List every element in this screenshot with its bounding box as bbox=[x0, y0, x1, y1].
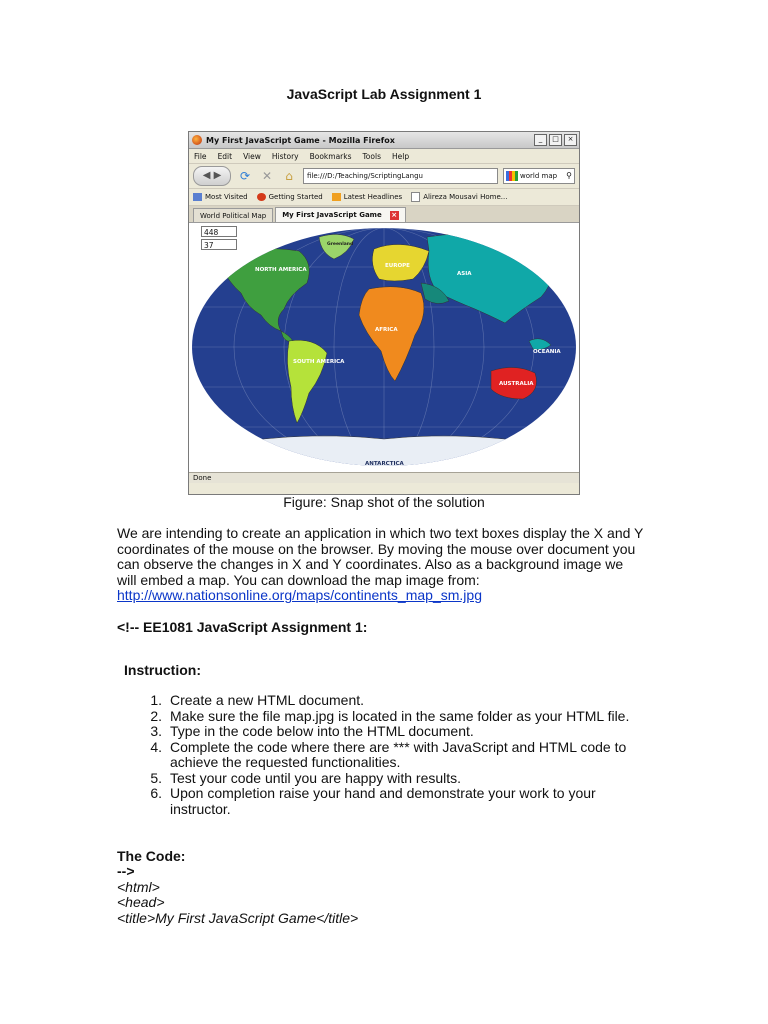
intro-line: will embed a map. You can download the map image from: bbox=[117, 571, 480, 588]
menu-edit[interactable]: Edit bbox=[217, 151, 233, 161]
menu-view[interactable]: View bbox=[243, 151, 261, 161]
page-icon bbox=[411, 192, 420, 202]
label-south-america: SOUTH AMERICA bbox=[293, 359, 345, 365]
label-oceania: OCEANIA bbox=[533, 349, 561, 355]
back-forward-icon[interactable]: ◀ ▶ bbox=[193, 166, 231, 186]
list-item: 1. Create a new HTML document. bbox=[150, 692, 365, 708]
label-asia: ASIA bbox=[457, 271, 472, 277]
menu-bookmarks[interactable]: Bookmarks bbox=[309, 151, 352, 161]
url-bar[interactable]: file:///D:/Teaching/ScriptingLangu bbox=[303, 168, 498, 184]
list-item: 4. Complete the code where there are *** with JavaScript and HTML code to achieve the requested functionalities. bbox=[150, 738, 627, 770]
code-heading: The Code: bbox=[117, 848, 186, 864]
list-item: 3. Type in the code below into the HTML document. bbox=[150, 723, 474, 739]
page-content bbox=[189, 223, 579, 472]
bookmark-latest-headlines[interactable]: Latest Headlines bbox=[332, 193, 402, 201]
label-antarctica: ANTARCTICA bbox=[365, 461, 404, 467]
code-line: <html> bbox=[117, 878, 160, 895]
label-north-america: NORTH AMERICA bbox=[255, 267, 307, 273]
document-title: JavaScript Lab Assignment 1 bbox=[286, 86, 482, 102]
menu-bar bbox=[189, 149, 579, 164]
x-coordinate-field[interactable]: 448 bbox=[201, 226, 237, 237]
intro-paragraph bbox=[117, 526, 657, 604]
list-item: 2. Make sure the file map.jpg is located in the same folder as your HTML file. bbox=[150, 707, 630, 724]
bookmark-getting-started[interactable]: Getting Started bbox=[257, 193, 323, 201]
label-greenland: Greenland bbox=[327, 242, 354, 247]
y-coordinate-field[interactable]: 37 bbox=[201, 239, 237, 250]
comment-heading: <!-- EE1081 JavaScript Assignment 1: bbox=[117, 619, 368, 635]
bookmark-most-visited[interactable]: Most Visited bbox=[193, 193, 248, 201]
bookmarks-toolbar bbox=[189, 189, 579, 206]
menu-help[interactable]: Help bbox=[391, 151, 410, 161]
world-map bbox=[189, 223, 579, 472]
firefox-icon bbox=[192, 135, 202, 145]
menu-tools[interactable]: Tools bbox=[362, 151, 381, 161]
bookmark-home-page[interactable]: Alireza Mousavi Home... bbox=[411, 192, 507, 202]
code-line: --> bbox=[117, 863, 135, 879]
code-block bbox=[117, 864, 358, 927]
screenshot-figure bbox=[188, 131, 580, 495]
search-engine-icon bbox=[506, 171, 518, 181]
window-title: My First JavaScript Game - Mozilla Firefox bbox=[206, 135, 395, 145]
figure-caption: Figure: Snap shot of the solution bbox=[283, 494, 485, 510]
list-item: 6. Upon completion raise your hand and demonstrate your work to your instructor. bbox=[150, 785, 596, 817]
magnifier-icon[interactable]: ⚲ bbox=[566, 171, 572, 180]
home-icon[interactable]: ⌂ bbox=[285, 169, 293, 183]
folder-icon bbox=[193, 193, 202, 201]
stop-icon[interactable]: ✕ bbox=[261, 169, 273, 183]
search-box[interactable] bbox=[503, 168, 575, 184]
status-bar: Done bbox=[189, 472, 579, 483]
label-australia: AUSTRALIA bbox=[499, 381, 534, 387]
tab-close-icon[interactable]: × bbox=[391, 210, 398, 219]
rss-icon bbox=[332, 193, 341, 201]
maximize-button[interactable]: □ bbox=[549, 134, 562, 146]
instruction-heading: Instruction: bbox=[124, 662, 201, 678]
tab-javascript-game[interactable]: My First JavaScript Game × bbox=[275, 207, 406, 222]
menu-history[interactable]: History bbox=[271, 151, 299, 161]
tab-strip bbox=[189, 206, 579, 223]
close-window-button[interactable]: × bbox=[564, 134, 577, 146]
intro-line: coordinates of the mouse on the browser. By moving the mouse over document you bbox=[117, 540, 636, 557]
code-line: <head> bbox=[117, 894, 165, 911]
list-item: 5. Test your code until you are happy with results. bbox=[150, 769, 462, 786]
map-download-link[interactable]: http://www.nationsonline.org/maps/continents_map_sm.jpg bbox=[117, 587, 482, 603]
tab-world-political-map[interactable]: World Political Map bbox=[193, 208, 273, 222]
window-titlebar bbox=[189, 132, 579, 149]
intro-line: can observe the changes in X and Y coordinates. Also as a background image we bbox=[117, 556, 624, 572]
navigation-toolbar bbox=[189, 164, 579, 189]
reload-icon[interactable]: ⟳ bbox=[239, 169, 251, 183]
intro-line: We are intending to create an application in which two text boxes display the X and Y bbox=[117, 525, 644, 541]
code-line: <title>My First JavaScript Game</title> bbox=[117, 910, 359, 927]
label-africa: AFRICA bbox=[375, 327, 398, 333]
menu-file[interactable]: File bbox=[194, 151, 207, 161]
search-text: world map bbox=[520, 172, 558, 180]
minimize-button[interactable]: _ bbox=[534, 134, 547, 146]
firefox-bookmark-icon bbox=[257, 193, 266, 201]
instruction-list bbox=[117, 693, 677, 817]
label-europe: EUROPE bbox=[385, 263, 410, 269]
